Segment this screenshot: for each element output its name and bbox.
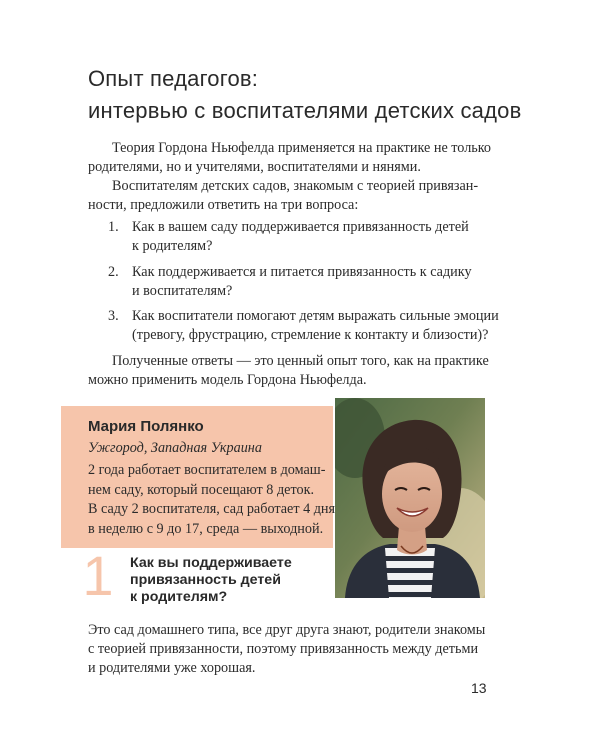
teacher-bio: 2 года работает воспитателем в домаш- нем саду, который посещают 8 деток. В саду 2 воспитателя, сад работает 4 дня в неделю с 9 до 17, среда — выходной. — [88, 462, 336, 537]
list-number: 1. — [108, 219, 119, 235]
teacher-location: Ужгород, Западная Украина — [88, 440, 262, 456]
teacher-photo — [335, 398, 485, 598]
teacher-name: Мария Полянко — [88, 418, 204, 435]
intro-paragraph-1: Теория Гордона Ньюфелда применяется на практике не только родителями, но и учителями, воспитателями и нянями. — [88, 140, 492, 175]
summary-paragraph: Полученные ответы — это ценный опыт того, как на практике можно применить модель Гордона Ньюфелда. — [88, 353, 489, 388]
page-number: 13 — [471, 680, 487, 696]
interview-question: Как вы поддерживаете привязанность детей к родителям? — [130, 555, 292, 605]
page-subtitle: интервью с воспитателями детских садов — [88, 98, 522, 123]
intro-paragraph-2: Воспитателям детских садов, знакомым с теорией привязан- ности, предложили ответить на три вопроса: — [88, 178, 479, 213]
question-number: 1 — [82, 544, 114, 607]
book-page: Опыт педагогов: интервью с воспитателями детских садов Теория Гордона Ньюфелда применяется на практике не только родителями, но и учителями, воспитателями и нянями. Воспитателям детских садов, знакомым с теорией привязан- ности, предложили ответить на три вопроса: 1. Как в вашем саду поддерживается привязанность детей к родителям? 2. Как поддерживается и питается привязанность к садику и воспитателям? 3. Как воспитатели помогают детям выражать сильные эмоции (тревогу, фрустрацию, стремление к контакту и близости)? Полученные ответы — это ценный опыт того, как на практике можно применить модель Гордона Ньюфелда. Мария Полянко Ужгород, Западная Украина 2 года работает воспитателем в домаш- нем саду, который посещают 8 деток. В саду 2 воспитателя, сад работает 4 дня в неделю с 9 до 17, среда — выходной. 1 Как вы поддерживаете привязанность детей к родителям? Это сад домашнего типа, все друг друга знают, родители знакомы с теорией привязанности, поэтому привязанность между детьми и родителями уже хорошая. 13 — [0, 0, 600, 750]
list-number: 3. — [108, 308, 119, 324]
list-number: 2. — [108, 264, 119, 280]
interview-answer: Это сад домашнего типа, все друг друга знают, родители знакомы с теорией привязанности, поэтому привязанность между детьми и родителями уже хорошая. — [88, 622, 486, 676]
page-title: Опыт педагогов: — [88, 66, 259, 91]
